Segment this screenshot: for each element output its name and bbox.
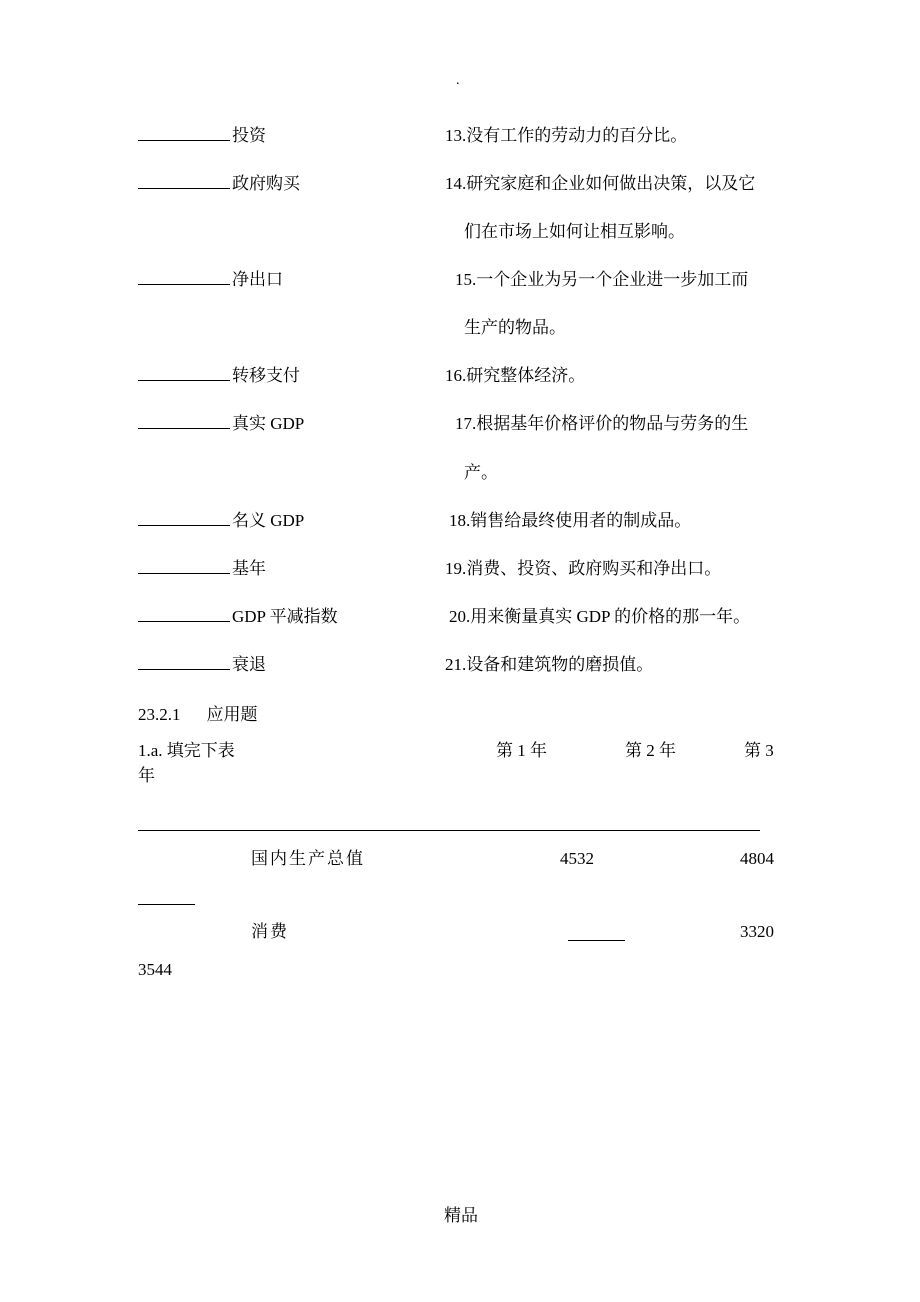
question-label: 1.a. 填完下表 bbox=[138, 741, 235, 760]
definition-item-continued: 们在市场上如何让相互影响。 bbox=[464, 222, 685, 241]
answer-blank[interactable] bbox=[138, 379, 230, 381]
header-mark: . bbox=[456, 73, 460, 88]
term-row bbox=[138, 512, 304, 529]
definition-item: 13.没有工作的劳动力的百分比。 bbox=[445, 126, 688, 145]
row-label: 消费 bbox=[251, 922, 289, 941]
term-row bbox=[138, 127, 266, 144]
term-label: 投资 bbox=[232, 126, 266, 145]
row-value-year2: 4804 bbox=[740, 849, 774, 868]
answer-blank[interactable] bbox=[138, 283, 230, 285]
section-number: 23.2.1 bbox=[138, 705, 181, 724]
term-label: 净出口 bbox=[232, 270, 283, 289]
definition-item: 14.研究家庭和企业如何做出决策，以及它 bbox=[445, 174, 756, 193]
row-value-year1: 4532 bbox=[560, 849, 594, 868]
answer-blank[interactable] bbox=[138, 572, 230, 574]
term-row bbox=[138, 271, 283, 288]
answer-blank[interactable] bbox=[138, 620, 230, 622]
term-label: 转移支付 bbox=[232, 366, 300, 385]
term-label: GDP 平减指数 bbox=[232, 607, 338, 626]
term-row bbox=[138, 415, 304, 432]
answer-blank[interactable] bbox=[138, 668, 230, 670]
term-label: 名义 GDP bbox=[232, 511, 305, 530]
row-value-year3: 3544 bbox=[138, 960, 172, 979]
term-label: 衰退 bbox=[232, 655, 266, 674]
answer-blank[interactable] bbox=[138, 187, 230, 189]
table-rule bbox=[138, 830, 760, 831]
definition-item: 20.用来衡量真实 GDP 的价格的那一年。 bbox=[449, 607, 751, 626]
row-blank-year1[interactable] bbox=[568, 940, 625, 941]
term-label: 基年 bbox=[232, 559, 266, 578]
answer-blank[interactable] bbox=[138, 427, 230, 429]
term-row bbox=[138, 656, 266, 673]
term-row bbox=[138, 367, 300, 384]
row-blank-year3[interactable] bbox=[138, 904, 195, 905]
answer-blank[interactable] bbox=[138, 139, 230, 141]
footer-text: 精品 bbox=[444, 1206, 478, 1225]
definition-item: 17.根据基年价格评价的物品与劳务的生 bbox=[455, 414, 749, 433]
year-header-1: 第 1 年 bbox=[496, 741, 547, 760]
definition-item: 21.设备和建筑物的磨损值。 bbox=[445, 655, 654, 674]
definition-item: 16.研究整体经济。 bbox=[445, 366, 586, 385]
definition-item-continued: 产。 bbox=[464, 463, 498, 482]
section-title: 应用题 bbox=[206, 705, 258, 724]
term-row bbox=[138, 175, 300, 192]
term-row bbox=[138, 560, 266, 577]
row-label: 国内生产总值 bbox=[251, 849, 365, 868]
definition-item: 19.消费、投资、政府购买和净出口。 bbox=[445, 559, 722, 578]
year-header-3: 第 3 bbox=[744, 741, 774, 760]
row-value-year2: 3320 bbox=[740, 922, 774, 941]
year-header-3-wrap: 年 bbox=[138, 766, 155, 785]
term-label: 政府购买 bbox=[232, 174, 300, 193]
definition-item-continued: 生产的物品。 bbox=[464, 318, 566, 337]
definition-item: 15.一个企业为另一个企业进一步加工而 bbox=[455, 270, 749, 289]
year-header-2: 第 2 年 bbox=[625, 741, 676, 760]
answer-blank[interactable] bbox=[138, 524, 230, 526]
term-label: 真实 GDP bbox=[232, 414, 305, 433]
section-heading bbox=[138, 706, 258, 723]
term-row bbox=[138, 608, 338, 625]
definition-item: 18.销售给最终使用者的制成品。 bbox=[449, 511, 692, 530]
